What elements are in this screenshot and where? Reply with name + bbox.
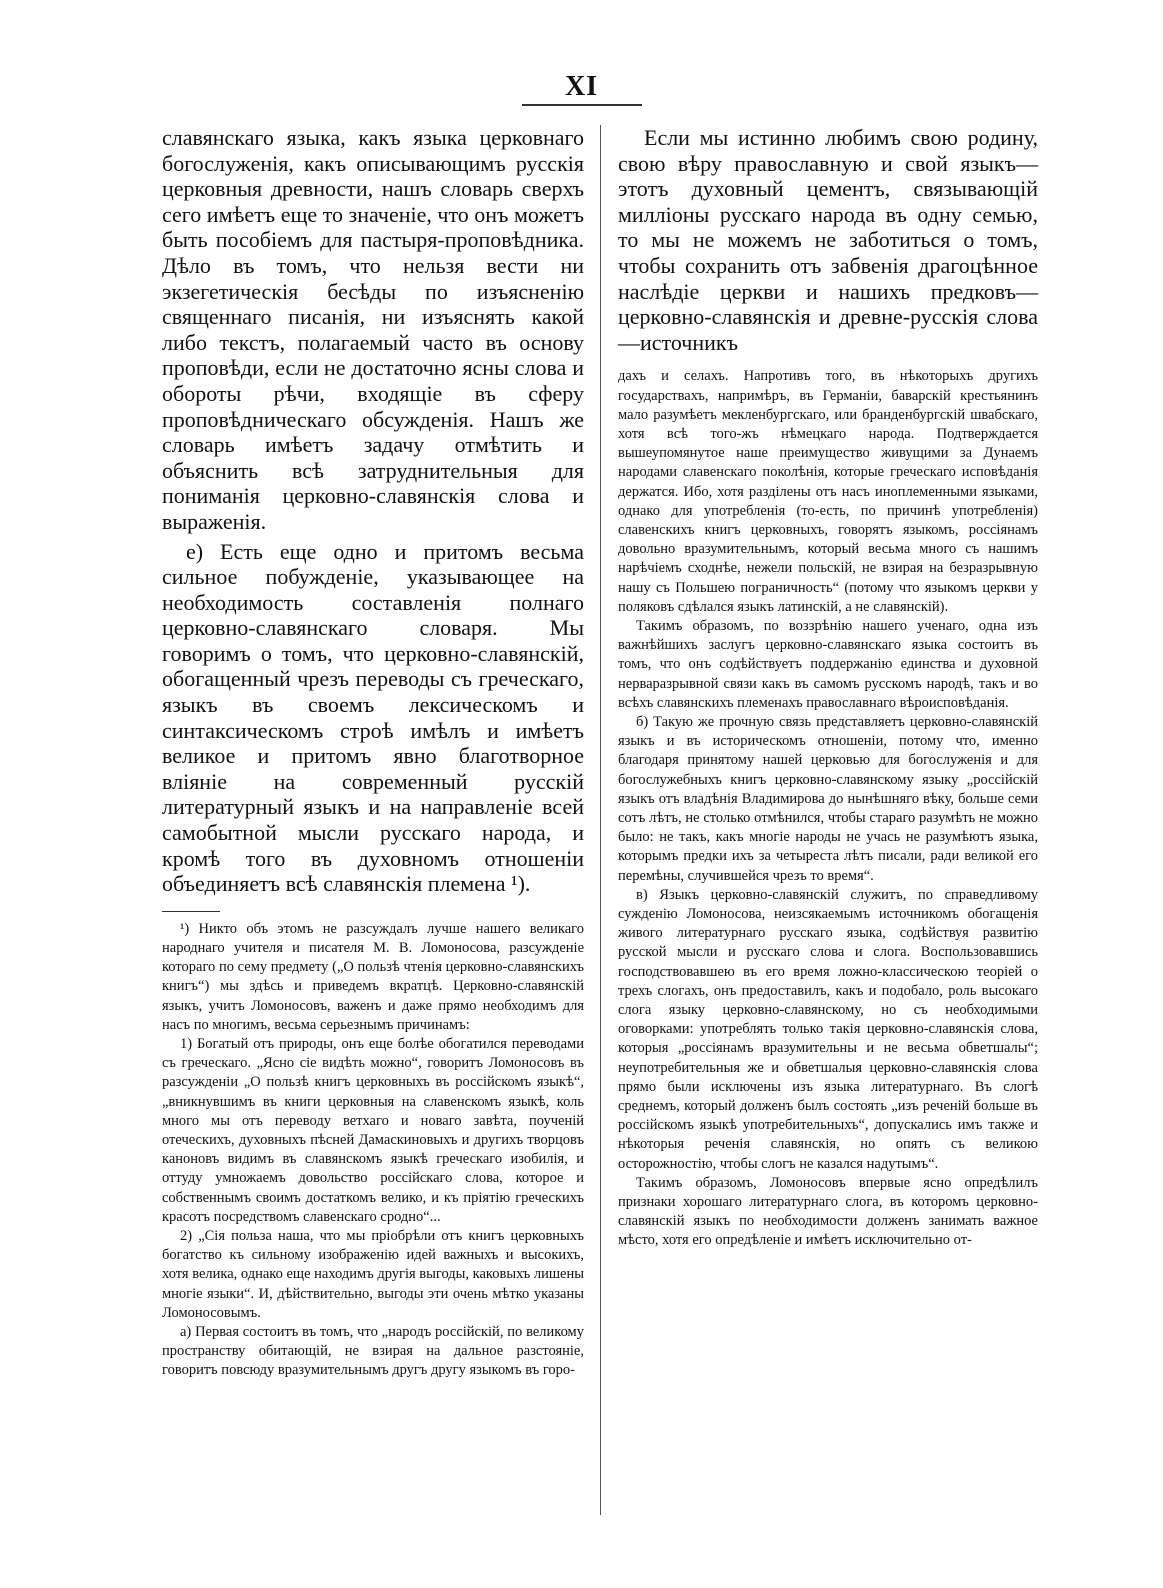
- footnote-paragraph-2: 1) Богатый отъ природы, онъ еще болѣе обогатился переводами съ греческаго. „Ясно сіе видѣть можно“, говоритъ Ломоносовъ въ разсужденіи „О пользѣ книгъ церковныхъ въ россійскомъ языкѣ“, „вникнувшимъ въ книги церковныя на славенскомъ языкѣ, коль много мы отъ переводу ветхаго и новаго завѣта, поученій отеческихъ, духовныхъ пѣсней Дамаскиновыхъ и другихъ творцовъ каноновъ видимъ въ славянскомъ языкѣ греческаго изобилія, и оттуду умножаемъ довольство россійскаго слова, которое и собственнымъ своимъ достаткомъ велико, и къ пріятію греческихъ красотъ посредствомъ славенскаго сродно“...: [162, 1036, 584, 1225]
- footnote-paragraph-3: 2) „Сія польза наша, что мы пріобрѣли отъ книгъ церковныхъ богатство къ сильному изображенію идей важныхъ и высокихъ, хотя велика, однако еще находимъ другія выгоды, каковыхъ лишены многіе языки“. И, дѣйствительно, выгоды эти очень мѣтко указаны Ломоносовымъ.: [162, 1228, 584, 1321]
- footnote-paragraph-1: ¹) Никто объ этомъ не разсуждалъ лучше нашего великаго народнаго учителя и писателя М. В. Ломоносова, разсужденіе котораго по сему предмету („О пользѣ чтенія церковно-славянскихъ книгъ“) мы здѣсь и приведемъ вкратцѣ. Церковно-славянскій языкъ, учитъ Ломоносовъ, важенъ и даже прямо необходимъ для насъ по многимъ, весьма серьезнымъ причинамъ:: [162, 920, 584, 1033]
- right-main-paragraph: Если мы истинно любимъ свою родину, свою вѣру православную и свой языкъ—этотъ духовный цементъ, связывающій милліоны русскаго народа въ одну семью, то мы не можемъ не заботиться о томъ, чтобы сохранить отъ забвенія драгоцѣнное наслѣдіе церкви и нашихъ предковъ—церковно-славянскія и древне-русскія слова—источникъ: [618, 125, 1038, 355]
- footnote-paragraph-8: Такимъ образомъ, Ломоносовъ впервые ясно опредѣлилъ признаки хорошаго литературнаго слога, въ которомъ церковно-славянскій языкъ по необходимости долженъ занимать важное мѣсто, хотя его опредѣленіе и имѣетъ исключительно от-: [618, 1174, 1038, 1249]
- left-main-paragraph-2: е) Есть еще одно и притомъ весьма сильное побужденіе, указывающее на необходимость составленія полнаго церковно-славянскаго словаря. Мы говоримъ о томъ, что церковно-славянскій, обогащенный чрезъ переводы съ греческаго, языкъ въ своемъ лексическомъ и синтаксическомъ строѣ имѣлъ и имѣетъ великое и притомъ явно благотворное вліяніе на современный русскій литературный языкъ и на направленіе всей самобытной мысли русскаго народа, и кромѣ того въ духовномъ отношеніи объединяетъ всѣ славянскія племена ¹).: [162, 538, 584, 897]
- footnote-paragraph-5: Такимъ образомъ, по воззрѣнію нашего ученаго, одна изъ важнѣйшихъ заслугъ церковно-славянскаго языка состоитъ въ томъ, что онъ содѣйствуетъ поддержанію единства и духовной нерваразрывной связи какъ въ самомъ русскомъ народѣ, такъ и во всѣхъ славянскихъ племенахъ православнаго вѣроисповѣданія.: [618, 617, 1038, 711]
- section-gap: [618, 355, 1038, 367]
- left-column: [162, 125, 584, 1381]
- page-number: XI: [564, 71, 599, 102]
- header-rule: [522, 104, 642, 106]
- footnote-paragraph-4: а) Первая состоитъ въ томъ, что „народъ россійскій, по великому пространству обитающій, не взирая на дальное разстояніе, говоритъ повсюду вразумительнымъ другъ другу языкомъ въ горо-: [162, 1324, 584, 1379]
- right-column: [618, 125, 1038, 1251]
- footnote-rule: [162, 911, 220, 912]
- footnote-paragraph-7: в) Языкъ церковно-славянскій служитъ, по справедливому сужденію Ломоносова, неизсякаемымъ источникомъ обогащенія живого литературнаго русскаго языка, содѣйствуя развитію русской мысли и русскаго слова и слога. Воспользовавшись господствовавшею въ его время ложно-классическою теоріей о трехъ слогахъ, онъ предоставилъ, какъ и подобало, роль высокаго слога языку церковно-славянскому, но съ необходимыми оговорками: употреблять только такія церковно-славянскія слова, которыя „россіянамъ вразумительны и не весьма обветшалы“; неупотребительныя же и обветшалыя церковно-славянскія слова прямо были исключены изъ языка литературнаго. Въ слогѣ среднемъ, который долженъ былъ состоять „изъ реченій больше въ россійскомъ языкѣ употребительныхъ“, допускались имъ также и нѣкоторыя реченія славянскія, но опять съ великою осторожностію, чтобы слогъ не казался надутымъ“.: [618, 886, 1038, 1172]
- footnote-continuation: дахъ и селахъ. Напротивъ того, въ нѣкоторыхъ другихъ государствахъ, напримѣръ, въ Германіи, баварскій крестьянинъ мало разумѣетъ мекленбургскаго, или бранденбургскій швабскаго, хотя всѣ того-жъ нѣмецкаго народа. Подтверждается вышеупомянутое наше преимущество живущими за Дунаемъ народами славенскаго поколѣнія, которые греческаго исповѣданія держатся. Ибо, хотя разділены отъ насъ иноплеменными языками, однако для употребленія (то-есть, по причинѣ употребленія) славенскихъ книгъ церковныхъ, говорятъ языкомъ, россіянамъ довольно вразумительнымъ, который весьма много съ нашимъ нарѣчіемъ сходнѣе, нежели польскій, не взирая на безразрывную нашу съ Польшею пограничность“ (потому что языкомъ церкви у поляковъ сдѣлался языкъ латинскій, а не славянскій).: [618, 368, 1038, 615]
- column-divider: [600, 125, 601, 1515]
- footnote-paragraph-6: б) Такую же прочную связь представляетъ церковно-славянскій языкъ и въ историческомъ отношеніи, потому что, именно благодаря принятому нашей церковью для богослуженія и для богослужебныхъ книгъ церковно-славянскому языку „россійскій языкъ отъ владѣнія Владимирова до нынѣшняго вѣку, больше семи сотъ лѣтъ, не столько отмѣнился, чтобы стараго разумѣть не можно было: не такъ, какъ многіе народы не учась не разумѣютъ языка, которымъ предки ихъ за четыреста лѣтъ писали, ради великой его перемѣны, случившейся чрезъ то время“.: [618, 714, 1038, 884]
- left-main-paragraph-1: славянскаго языка, какъ языка церковнаго богослуженія, какъ описывающимъ русскія церковныя древности, нашъ словарь сверхъ сего имѣетъ еще то значеніе, что онъ можетъ быть пособіемъ для пастыря-проповѣдника. Дѣло въ томъ, что нельзя вести ни экзегетическія бесѣды по изъясненію священнаго писанія, ни изъяснять какой либо текстъ, полагаемый часто въ основу проповѣди, если не достаточно ясны слова и обороты рѣчи, входящіе въ сферу проповѣдническаго обсужденія. Нашъ же словарь имѣетъ задачу отмѣтить и объяснить всѣ затруднительныя для пониманія церковно-славянскія слова и выраженія.: [162, 125, 584, 534]
- page-header: [0, 72, 1163, 106]
